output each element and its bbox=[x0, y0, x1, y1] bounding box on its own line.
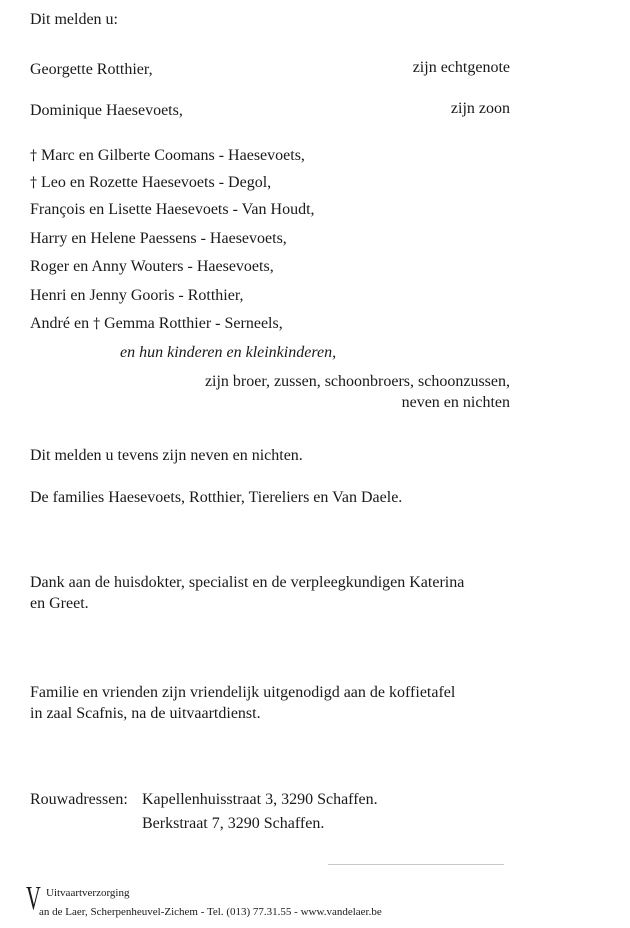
footer-line-2: an de Laer, Scherpenheuvel-Zichem - Tel. (013) 77.31.55 - www.vandelaer.be bbox=[39, 906, 382, 918]
relation-line-1: zijn broer, zussen, schoonbroers, schoonzussen, bbox=[204, 373, 510, 390]
funeral-home-logo-letter: V bbox=[26, 880, 41, 917]
son-relation: zijn zoon bbox=[450, 100, 510, 117]
deceased-cross-icon: † bbox=[93, 316, 101, 332]
sibling-text: Leo en Rozette Haesevoets - Degol, bbox=[41, 174, 272, 191]
sibling-line: François en Lisette Haesevoets - Van Houdt, bbox=[30, 201, 315, 218]
footer-line-1: Uitvaartverzorging bbox=[46, 887, 130, 899]
sibling-line: Roger en Anny Wouters - Haesevoets, bbox=[30, 258, 274, 275]
spouse-relation: zijn echtgenote bbox=[412, 59, 510, 76]
deceased-cross-icon: † bbox=[30, 148, 37, 164]
addresses-label: Rouwadressen: bbox=[30, 791, 128, 808]
son-name: Dominique Haesevoets, bbox=[30, 102, 183, 119]
andre-prefix: André en bbox=[30, 315, 90, 332]
invite-line-2: in zaal Scafnis, na de uitvaartdienst. bbox=[30, 705, 261, 722]
footer-divider bbox=[328, 864, 504, 865]
invite-line-1: Familie en vrienden zijn vriendelijk uitgenodigd aan de koffietafel bbox=[30, 684, 456, 701]
spouse-name: Georgette Rotthier, bbox=[30, 61, 153, 78]
sibling-line-andre bbox=[30, 314, 283, 334]
thanks-line-1: Dank aan de huisdokter, specialist en de verpleegkundigen Katerina bbox=[30, 574, 465, 591]
andre-rest: Gemma Rotthier - Serneels, bbox=[104, 315, 283, 332]
also-line: Dit melden u tevens zijn neven en nichten. bbox=[30, 447, 303, 464]
address-2: Berkstraat 7, 3290 Schaffen. bbox=[142, 815, 325, 832]
children-line: en hun kinderen en kleinkinderen, bbox=[120, 344, 337, 361]
relation-line-2: neven en nichten bbox=[401, 394, 510, 411]
sibling-line bbox=[30, 173, 271, 193]
sibling-line: Harry en Helene Paessens - Haesevoets, bbox=[30, 230, 287, 247]
sibling-text: Marc en Gilberte Coomans - Haesevoets, bbox=[41, 147, 305, 164]
address-1: Kapellenhuisstraat 3, 3290 Schaffen. bbox=[142, 791, 378, 808]
thanks-line-2: en Greet. bbox=[30, 595, 89, 612]
sibling-line: Henri en Jenny Gooris - Rotthier, bbox=[30, 287, 244, 304]
intro-text: Dit melden u: bbox=[30, 11, 118, 28]
deceased-cross-icon: † bbox=[30, 175, 37, 191]
families-line: De families Haesevoets, Rotthier, Tiereliers en Van Daele. bbox=[30, 489, 403, 506]
sibling-line bbox=[30, 146, 305, 166]
